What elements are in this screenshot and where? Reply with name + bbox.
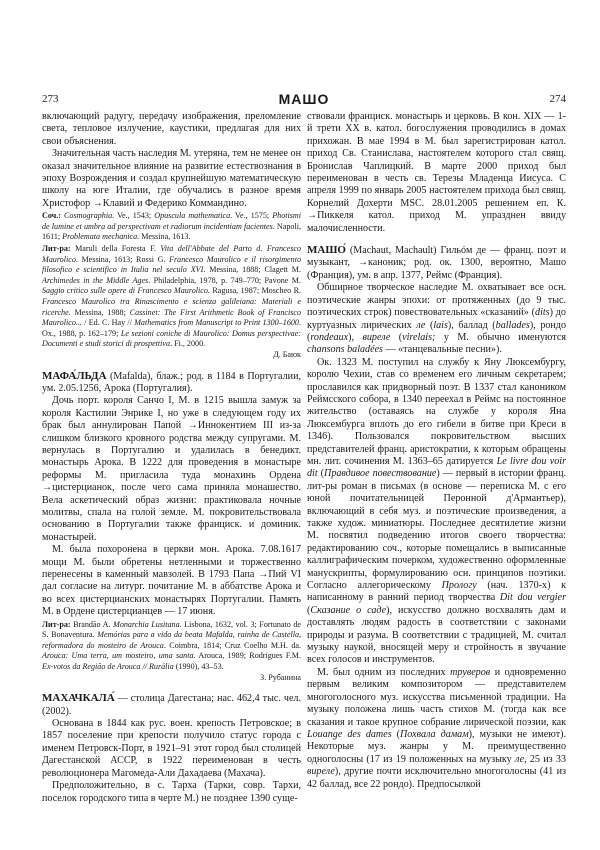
text-run: . Messina, 1613. xyxy=(137,232,191,242)
text-run: Maruli della Foresta F. xyxy=(70,244,161,254)
italic-text: ле xyxy=(416,319,426,331)
paragraph xyxy=(307,667,566,791)
text-run: . Napoli, 1611; xyxy=(42,221,301,242)
italic-text: Opuscula mathematica xyxy=(154,211,231,221)
bold-term: Лит-ра: xyxy=(42,244,71,254)
page-header xyxy=(42,93,566,109)
text-run: ), искусство должно восхвалять дам и доставлять людям радость в соответствии с законами природы и разума. В соответствии с традицией, М. считал музыку наукой, вносящей меру и стройность в звучание всех голосов и инструментов. xyxy=(307,604,566,666)
text-run: (нач. 1370-х) к написанному в ранний период творчества xyxy=(307,580,566,604)
text-run: . Lisbona, 1632, vol. 3; Fortunato de S. Bonaventura. xyxy=(42,619,301,640)
text-run: . Ve., 1575; xyxy=(230,211,273,221)
text-run: включающий радугу, передачу изображения, преломление света, тепловое излучение, каустики, предлагая для них свои объяснения. xyxy=(42,111,301,147)
italic-text: Ex-votos da Região de Arouca // Rurália xyxy=(42,662,174,672)
italic-text: Vita dell'Abbate del Parto d. Francesco Maurolico xyxy=(42,244,302,264)
text-run: Значительная часть наследия М. утеряна, тем не менее он оказал значительное влияние на развитие естествознания в эпоху Возрождения и создал крупнейшую математическую школу на юге Италии, где обучались в разное время Христофор →Клавий и Федерико Коммандино. xyxy=(42,148,301,209)
text-run: ) до куртуазных лирических xyxy=(307,307,566,331)
page-number-left: 273 xyxy=(42,93,59,105)
entry-heading-paragraph xyxy=(42,370,301,396)
text-run: ), рондо ( xyxy=(307,319,566,343)
bibliography xyxy=(42,620,301,673)
italic-text: Похвала дамам xyxy=(400,728,469,740)
left-column xyxy=(42,111,301,805)
paragraph xyxy=(42,148,301,210)
italic-text: Memórias para a vida da beata Mafalda, rainha de Castella, reformadora do mosteiro de Arouca xyxy=(42,630,302,650)
text-run: ), xyxy=(348,331,363,343)
text-run: . Messina, 1988; xyxy=(68,307,130,317)
bold-term: Лит-ра: xyxy=(42,619,71,629)
text-run: / Ed. C. Hay // xyxy=(81,318,135,328)
bold-term: МАШО́ xyxy=(307,244,346,257)
italic-text: rondeaux xyxy=(310,331,349,343)
running-head: МАШО xyxy=(278,91,330,107)
italic-text: Arouca: Uma terra, um mosteiro, uma santa xyxy=(42,651,194,661)
entry-heading-paragraph xyxy=(307,244,566,282)
entry-heading-paragraph xyxy=(42,692,301,718)
text-run: (1990), 43–53. xyxy=(173,662,224,672)
text-run: М. была похоронена в церкви мон. Арока. 7.08.1617 мощи М. были обретены нетленными и торжественно перенесены в каменный мавзолей. В 1793 Папа →Пий VI дал согласие на литург. почитание М. в аббатстве Арока и во всех цистерцианских монастырях Португалии. Память М. в Ордене цистерцианцев — 17 июня. xyxy=(42,544,301,618)
text-run: ), музыки не имеют). Некоторые муз. жанры у М. преимущественно одноголосны (17 из 19 положенных на музыку xyxy=(307,728,566,765)
paragraph xyxy=(307,357,566,667)
text-run: у М. обычно именуются xyxy=(435,331,566,343)
right-column xyxy=(307,111,566,791)
text-run: и одновременно первым великим композитором — представителем многоголосного муз. искусства письменной традиции. На музыку положена лишь часть стихов М. (тогда как все сказания и такое крупное собрание лирической поэзии, как xyxy=(307,666,566,728)
text-run: Дочь порт. короля Санчо I, М. в 1215 вышла замуж за короля Кастилии Энрике I, но уже в следующем году их брак был аннулирован Папой →Иннокентием III из-за слишком близкого кровного родства между супругами. М. вернулась в Португалию и удалилась в бенедикт. монастырь Арока. В 1222 для проведения в монастыре реформы М. пригласила туда монахинь Ордена →цистерцианок, после чего сама приняла монашество. Вела аскетический образ жизни: практиковала ночные молитвы, спала на голой земле. М. покровительствовала основанию в Португалии также франциск. и доминик. монастырей. xyxy=(42,395,301,543)
italic-text: виреле xyxy=(362,331,391,343)
text-run: . Ragusa, 1987; Moscheo R. xyxy=(207,286,302,296)
bold-term: МАХАЧКАЛА́ xyxy=(42,692,115,705)
paragraph-continuation xyxy=(307,111,566,235)
author-signature xyxy=(42,350,301,361)
bold-term: Соч.: xyxy=(42,211,61,221)
paragraph xyxy=(42,544,301,618)
text-run: Обширное творческое наследие М. охватывает все осн. поэтические жанры эпохи: от протяженных (до 9 тыс. поэтических строк) повествовательных «сказаний» ( xyxy=(307,282,566,319)
italic-text: dits xyxy=(535,307,550,319)
text-run: (Machaut, Machault) Гильóм де — франц. поэт и музыкант, →каноник; род. ок. 1300, вероятно, Машо (Франция), ум. в апр. 1377, Реймс (Франция). xyxy=(307,245,566,281)
text-run: ( xyxy=(390,331,403,343)
italic-text: Сказание о саде xyxy=(310,604,387,616)
italic-text: Saggio critico sulle opere di Francesco Maurolico xyxy=(42,286,208,296)
text-run: Ок. 1323 М. поступил на службу к Яну Люксембургу, королю Чехии, став со временем его личным секретарем; прославился как придворный поэт. В 1337 стал каноником Реймсского собора, в 1340 переехал в Реймс на постоянное жительство (оставаясь на службе у короля Яна Люксембурга вплоть до его гибели в битве при Креси в 1346). Пользовался покровительством высших представителей франц. аристократии, к которым обращены мн. лит. сочинения М. 1363–65 датируется xyxy=(307,356,566,467)
page-number-right: 274 xyxy=(549,93,566,105)
text-run: Brandão A. xyxy=(70,619,114,629)
italic-text: Cosmographia xyxy=(64,211,113,221)
paragraph xyxy=(42,780,301,805)
text-run: ), баллад ( xyxy=(447,319,496,331)
italic-text: Правдивое повествование xyxy=(324,468,437,480)
text-run: . Messina, 1888; Clagett M. xyxy=(203,265,301,275)
paragraph-continuation xyxy=(42,111,301,148)
italic-text: Francesco Maurolico tra Rinascimento e scienza galileiana: Materiali e ricerche xyxy=(42,297,301,317)
text-run: . Coimbra, 1814; Cruz Coelho M.H. da. xyxy=(163,640,301,650)
text-run: М. был одним из последних xyxy=(317,666,451,678)
author-signature xyxy=(42,673,301,684)
italic-text: Le livre dou voir dit xyxy=(307,455,566,480)
text-run: З. Рубанина xyxy=(260,672,301,682)
text-run: . Philadelphia, 1978, p. 749–770; Pavone M. xyxy=(148,275,301,285)
italic-text: Mathematics from Manuscript to Print 1300–1600 xyxy=(134,318,299,328)
text-run: ( xyxy=(317,468,325,480)
text-run: . Ve., 1543; xyxy=(112,211,155,221)
bibliography xyxy=(42,244,301,350)
italic-text: Monarchia Lusitana xyxy=(113,619,180,629)
italic-text: Прологу xyxy=(441,580,477,592)
italic-text: ле xyxy=(514,753,525,765)
paragraph xyxy=(307,282,566,356)
text-run: (Mafalda), блаж.; род. в 1184 в Португалии, ум. 2.05.1256, Арока (Португалия). xyxy=(42,370,301,394)
text-run: ( xyxy=(391,728,401,740)
text-run: ствовали франциск. монастырь и церковь. В кон. XIX — 1-й трети XX в. катол. богослужения проводились в домах прихожан. В мае 1994 в М. был зарегистрирован катол. приход Св. Станислава, настоятелем которого стал свящ. Бронислав Чаплицкий. В марте 2000 приход был переименован в честь св. Терезы Младенца Иисуса. С апреля 1999 по январь 2005 настоятелем прихода был свящ. Корнелий Дохерти MSC. 28.01.2005 решением еп. К. →Пиккеля катол. приход М. упразднен ввиду малочисленности. xyxy=(307,111,566,234)
bibliography xyxy=(42,211,301,243)
text-run: . Fi., 2000. xyxy=(170,339,206,349)
italic-text: Problemata mechanica xyxy=(62,232,138,242)
italic-text: Louange des dames xyxy=(307,728,392,740)
text-run: Предположительно, в с. Тарха (Тарки, совр. Тархи, поселок городского типа в черте М.) не позднее 1390 суще- xyxy=(42,780,301,804)
text-run: ( xyxy=(307,604,311,616)
text-run: . Arouca, 1989; Rodrigues F.M. xyxy=(193,651,301,661)
italic-text: Archimedes in the Middle Ages xyxy=(42,275,149,285)
italic-text: lais xyxy=(433,319,448,331)
italic-text: Photismi de lumine et umbra ad perspectivam et radiorum incidentiam facientes xyxy=(42,211,301,231)
text-run: . Messina, 1613; Rossi G. xyxy=(75,254,170,264)
italic-text: труверов xyxy=(450,666,491,678)
text-run: Основана в 1844 как рус. воен. крепость Петровское; в 1857 поселение при крепости получило статус города с именем Петровск-Порт, в 1921–91 этот город был столицей Дагестанской АССР, в 1922 переименован в честь революционера Магомеда-Али Дахадаева (Махача). xyxy=(42,718,301,779)
text-run: — «танцевальные песни»). xyxy=(382,344,502,356)
text-run: ) — первый в истории франц. лит-ры роман в письмах (в основе — переписка М. с его юной почитательницей Перонной д'Армантьер), включающий в себя муз. и поэтические произведения, а также худож. миниатюры. Последнее десятилетие жизни М. посвятил подведению итогов своего творчества: редактированию соч., которые помещались в выписанные каллиграфическим почерком, художественно оформленные манускрипты, формулированию осн. принципов поэтики. Согласно аллегорическому xyxy=(307,468,567,592)
text-run: Д. Баюк xyxy=(273,349,301,359)
italic-text: Cassinet: The First Arithmetic Book of Francisco Maurolico... xyxy=(42,307,301,328)
text-run: ( xyxy=(425,319,434,331)
italic-text: ballades xyxy=(495,319,530,331)
text-run: ), другие почти исключительно многоголосны (41 из 42 баллад, все 22 рондо). Предпосылкой xyxy=(307,766,566,790)
paragraph xyxy=(42,395,301,544)
italic-text: chansons baladées xyxy=(307,344,383,356)
text-run: , 25 из 33 xyxy=(524,753,566,765)
italic-text: Francesco Maurolico e il risorgimento filosofico e scientifico in Italia nel seculo XVI xyxy=(42,254,301,275)
bold-term: МАФА́ЛЬДА xyxy=(42,369,107,382)
text-run: . Ox., 1988, p. 162–179; xyxy=(42,318,301,338)
italic-text: virelais; xyxy=(402,331,436,343)
italic-text: Le sezioni coniche di Maurolico: Domus perspectivae: Documenti e studi storici di prospettiva xyxy=(42,328,301,349)
paragraph xyxy=(42,718,301,780)
text-run: — столица Дагестана; нас. 462,4 тыс. чел. (2002). xyxy=(42,693,301,717)
italic-text: виреле xyxy=(307,766,335,778)
italic-text: Dit dou vergier xyxy=(499,592,567,604)
